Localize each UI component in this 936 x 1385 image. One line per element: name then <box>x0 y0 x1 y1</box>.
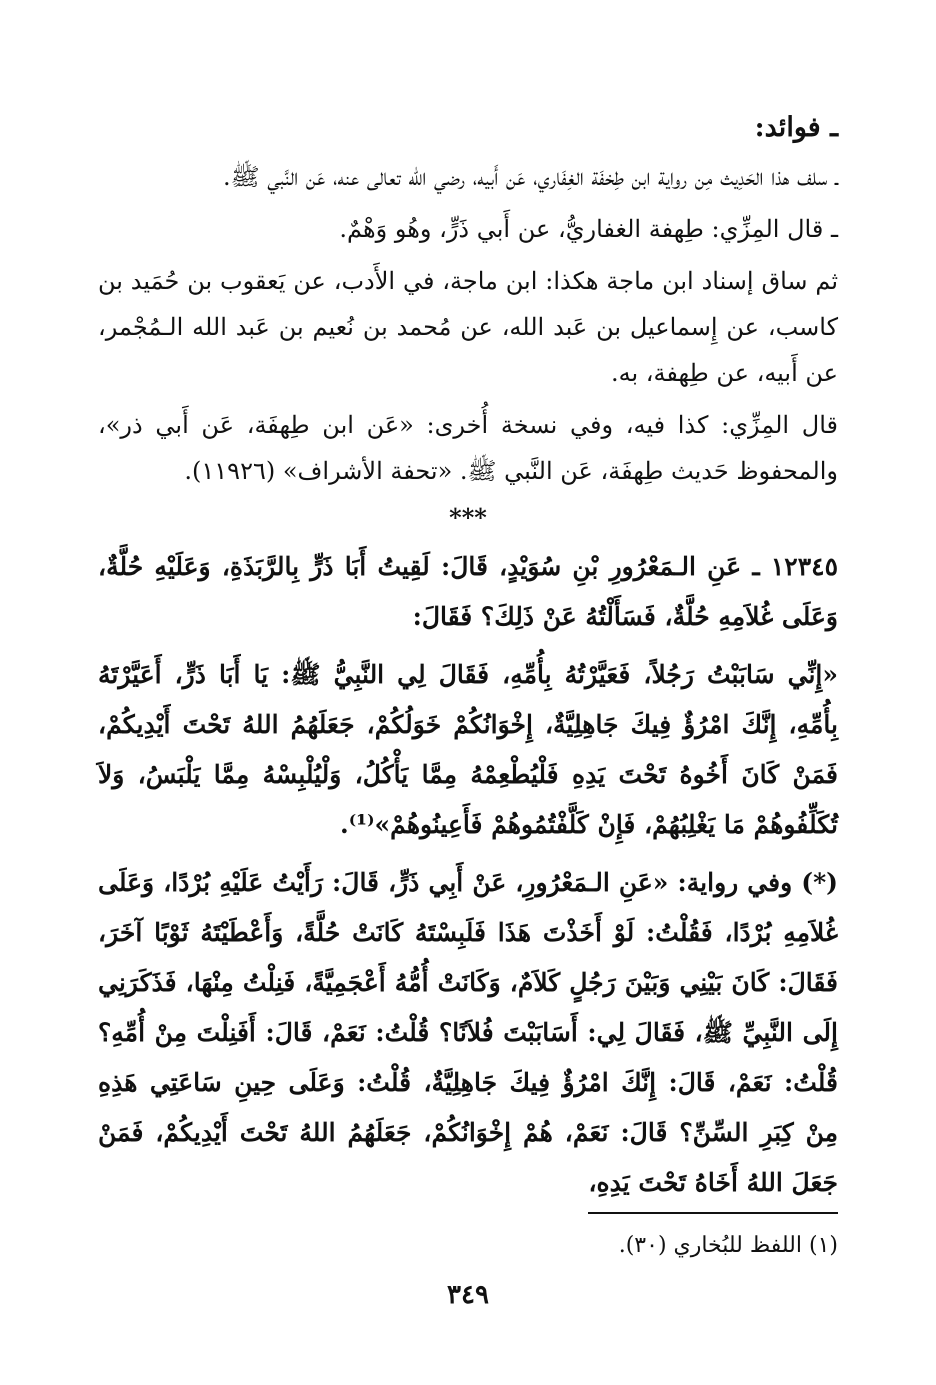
hadith-paragraph-2: «إِنِّي سَابَبْتُ رَجُلاً، فَعَيَّرْتُهُ بِأُمِّهِ، فَقَالَ لِي النَّبِيُّ ﷺ: يَا أَبَا ذَرٍّ، أَعَيَّرْتَهُ بِأُمِّهِ، إِنَّكَ امْرُؤٌ فِيكَ جَاهِلِيَّةٌ، إِخْوَانُكُمْ خَوَلُكُمْ، جَعَلَهُمُ اللهُ تَحْتَ أَيْدِيكُمْ، فَمَنْ كَانَ أَخُوهُ تَحْتَ يَدِهِ فَلْيُطْعِمْهُ مِمَّا يَأْكُلُ، وَلْيُلْبِسْهُ مِمَّا يَلْبَسُ، وَلاَ تُكَلِّفُوهُمْ مَا يَغْلِبُهُمْ، فَإِنْ كَلَّفْتُمُوهُمْ فَأَعِينُوهُمْ»⁽¹⁾. <box>98 660 838 839</box>
notes-paragraph-2: ـ قال المِزِّي: طِهفة الغفاريُّ، عن أَبي ذَرٍّ، وهُو وَهْمٌ. <box>339 215 838 243</box>
notes-heading: ـ فوائد: <box>754 112 838 143</box>
footnote-divider <box>588 1212 838 1214</box>
notes-paragraph-4: قال المِزِّي: كذا فيه، وفي نسخة أُخرى: «عَن ابن طِهفَة، عَن أَبي ذر»، والمحفوظ حَديث طِهفَة، عَن النَّبي ﷺ. «تحفة الأشراف» (١١٩٢٦). <box>98 411 838 485</box>
page-number: ٣٤٩ <box>447 1280 489 1310</box>
hadith-paragraph-3: (*) وفي رواية: «عَنِ الـمَعْرُورِ، عَنْ أَبِي ذَرٍّ، قَالَ: رَأَيْتُ عَلَيْهِ بُرْدًا، وَعَلَى غُلاَمِهِ بُرْدًا، فَقُلْتُ: لَوْ أَخَذْتَ هَذَا فَلَبِسْتَهُ كَانَتْ حُلَّةً، وَأَعْطَيْتَهُ ثَوْبًا آخَرَ، فَقَالَ: كَانَ بَيْنِي وَبَيْنَ رَجُلٍ كَلاَمٌ، وَكَانَتْ أُمُّهُ أَعْجَمِيَّةً، فَنِلْتُ مِنْهَا، فَذَكَرَنِي إِلَى النَّبِيِّ ﷺ، فَقَالَ لِي: أَسَابَبْتَ فُلاَنًا؟ قُلْتُ: نَعَمْ، قَالَ: أَفَنِلْتَ مِنْ أُمِّهِ؟ قُلْتُ: نَعَمْ، قَالَ: إِنَّكَ امْرُؤٌ فِيكَ جَاهِلِيَّةٌ، قُلْتُ: وَعَلَى حِينِ سَاعَتِي هَذِهِ مِنْ كِبَرِ السِّنِّ؟ قَالَ: نَعَمْ، هُمْ إِخْوَانُكُمْ، جَعَلَهُمُ اللهُ تَحْتَ أَيْدِيكُمْ، فَمَنْ جَعَلَ اللهُ أَخَاهُ تَحْتَ يَدِهِ، <box>98 868 838 1197</box>
section-separator: *** <box>449 503 487 532</box>
page-body <box>98 108 838 1216</box>
notes-paragraph-1: ـ سلف هذا الحَدِيث مِن رواية ابن طِخفَة الغِفَاري، عَن أَبيه، رضي الله تعالى عنه، عَن النَّبي ﷺ. <box>222 163 838 191</box>
footnote: (١) اللفظ للبُخاري (٣٠). <box>618 1233 838 1258</box>
notes-paragraph-3: ثم ساق إسناد ابن ماجة هكذا: ابن ماجة، في الأَدب، عن يَعقوب بن حُمَيد بن كاسب، عن إِسماعيل بن عَبد الله، عن مُحمد بن نُعيم بن عَبد الله الـمُجْمر، عن أَبيه، عن طِهفة، به. <box>98 267 838 387</box>
hadith-paragraph-1: ١٢٣٤٥ ـ عَنِ الـمَعْرُورِ بْنِ سُوَيْدٍ، قَالَ: لَقِيتُ أَبَا ذَرٍّ بِالرَّبَذَةِ، وَعَلَيْهِ حُلَّةٌ، وَعَلَى غُلاَمِهِ حُلَّةٌ، فَسَأَلْتُهُ عَنْ ذَلِكَ؟ فَقَالَ: <box>98 552 838 631</box>
